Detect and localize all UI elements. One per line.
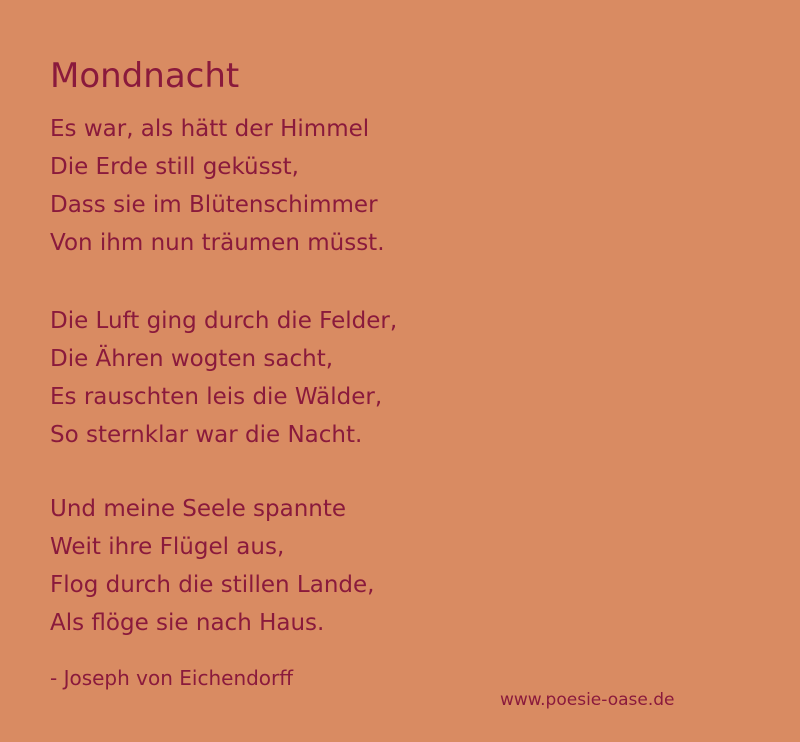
poem-line: Es rauschten leis die Wälder, — [50, 384, 383, 410]
stanza-1 — [50, 110, 385, 262]
poem-line: So sternklar war die Nacht. — [50, 422, 363, 448]
poem-line: Flog durch die stillen Lande, — [50, 572, 375, 598]
poem-line: Als flöge sie nach Haus. — [50, 610, 325, 636]
poem-author: - Joseph von Eichendorff — [50, 666, 294, 690]
stanza-3 — [50, 490, 374, 642]
poem-line: Von ihm nun träumen müsst. — [50, 230, 385, 256]
poem-line: Es war, als hätt der Himmel — [50, 116, 370, 142]
stanza-2 — [50, 302, 397, 454]
poem-line: Und meine Seele spannte — [50, 496, 347, 522]
poem-title: Mondnacht — [50, 56, 240, 96]
poem-line: Die Ähren wogten sacht, — [50, 346, 334, 372]
poem-line: Die Luft ging durch die Felder, — [50, 308, 398, 334]
poem-line: Weit ihre Flügel aus, — [50, 534, 285, 560]
poem-line: Die Erde still geküsst, — [50, 154, 299, 180]
poem-line: Dass sie im Blütenschimmer — [50, 192, 378, 218]
website-link[interactable]: www.poesie-oase.de — [500, 690, 675, 710]
